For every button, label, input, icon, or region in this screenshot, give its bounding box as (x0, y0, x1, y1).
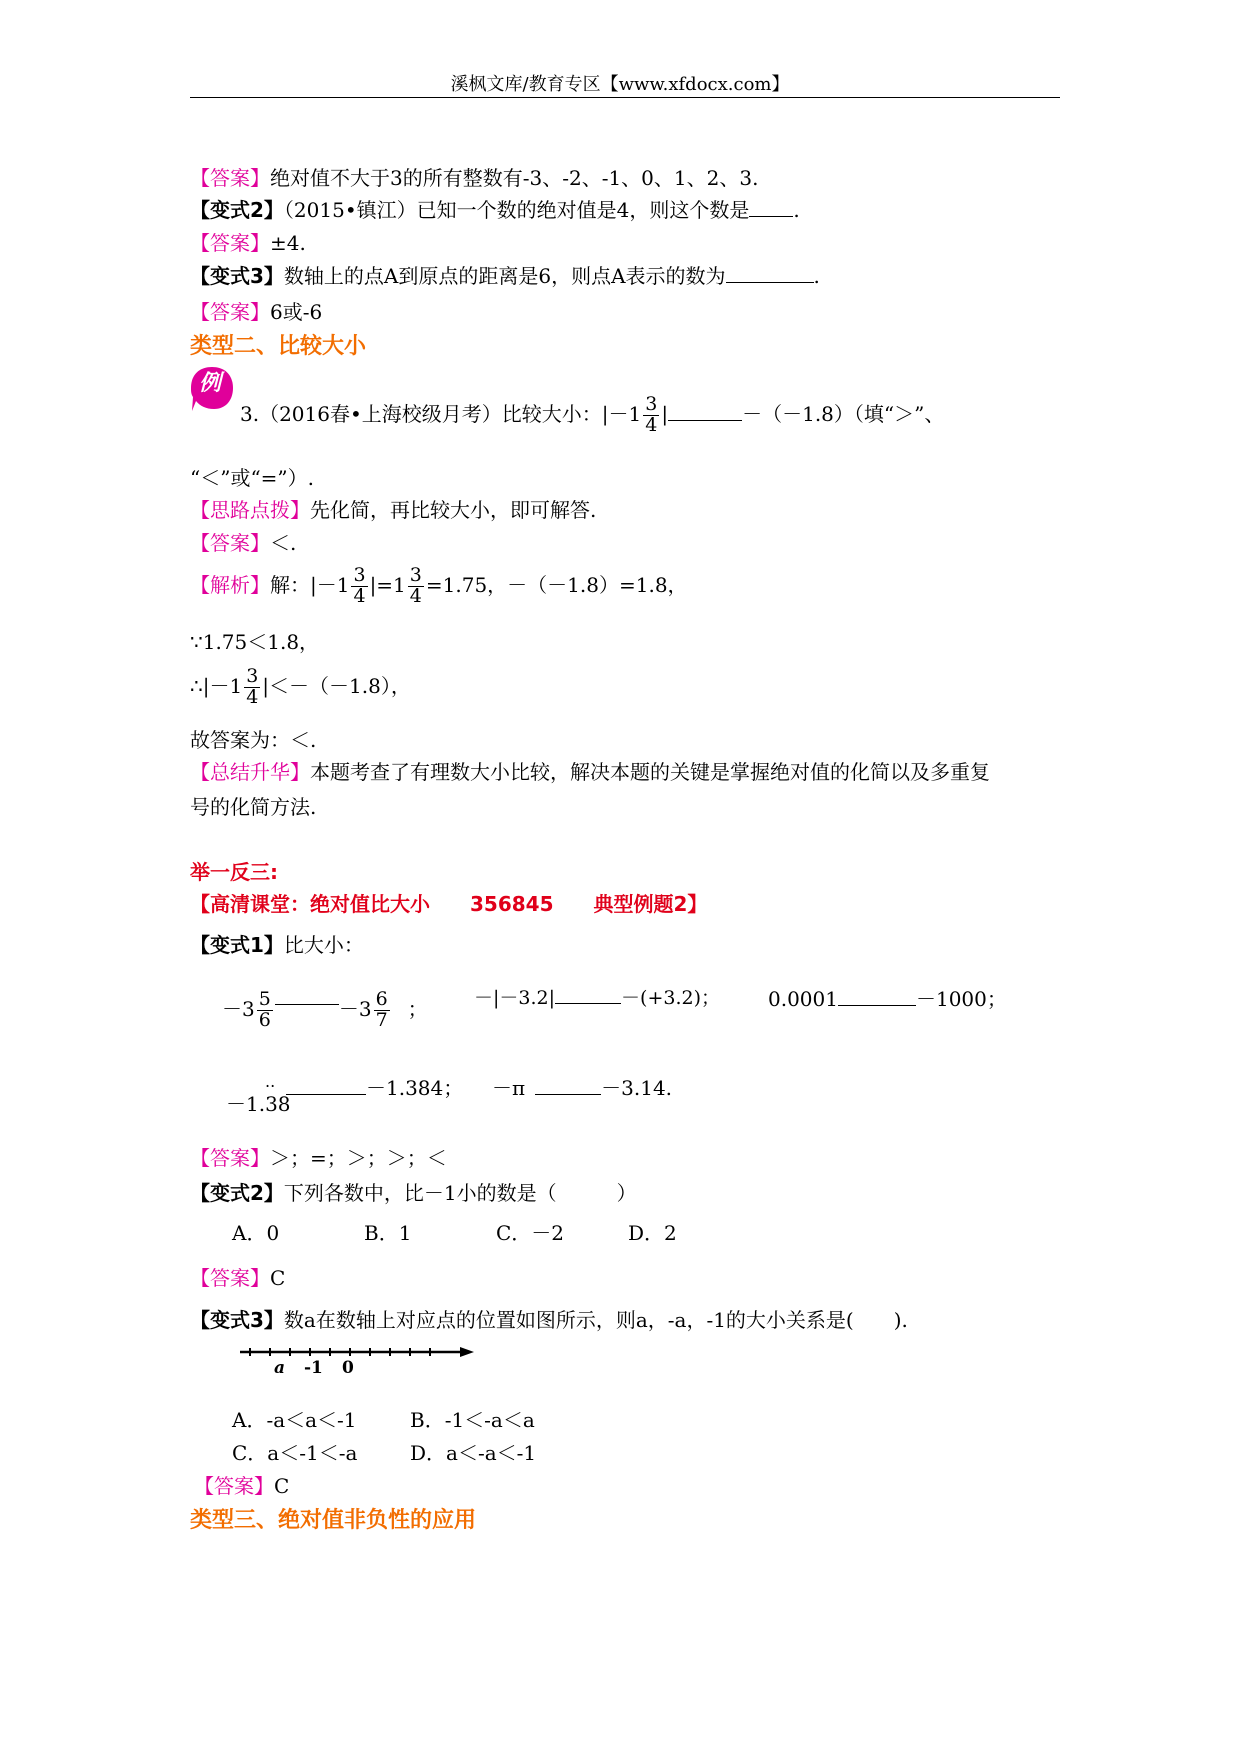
question-line-2: “＜”或“=”）. (190, 466, 315, 490)
fraction (244, 667, 260, 708)
fraction (408, 566, 424, 607)
variant-tag: 【变式2】 (190, 1181, 284, 1205)
answer-text: 绝对值不大于3的所有整数有-3、-2、-1、0、1、2、3. (270, 166, 759, 190)
compare-expression-3 (768, 989, 1007, 1009)
example-badge (188, 364, 236, 414)
answer-line (190, 302, 322, 322)
answer-text: ＞；=；＞；＞；＜ (270, 1146, 447, 1170)
abs-expression: |－1 (601, 401, 642, 426)
therefore-line (190, 667, 411, 708)
question-text: 3.（2016春•上海校级月考）比较大小： (240, 401, 602, 426)
answer-line (190, 1268, 285, 1288)
variant-tag: 【变式2】 (190, 198, 284, 222)
question-text: －（－1.8）（填“＞”、 (742, 401, 945, 426)
solution-tag: 【解析】 (190, 572, 270, 597)
practice-title: 举一反三: (190, 860, 278, 884)
compare-expression-4-rest (286, 1078, 463, 1098)
variant-2-line (190, 200, 800, 220)
section-heading-type2: 类型二、比较大小 (190, 334, 367, 359)
solution-text: =1.75，－（－1.8）=1.8， (425, 572, 688, 597)
answer-blank (749, 216, 793, 217)
final-answer-line: 故答案为：＜. (190, 728, 317, 752)
mixed-number: －3 (338, 996, 372, 1021)
expression: －|－3.2| (474, 987, 556, 1009)
period: . (813, 264, 820, 288)
answer-blank (555, 1003, 621, 1004)
number-line-label-minus-one: -1 (304, 1358, 323, 1378)
solution-line (190, 566, 688, 607)
variant-text: 下列各数中，比－1小的数是（ ） (283, 1181, 637, 1205)
summary-text: 本题考查了有理数大小比较，解决本题的关键是掌握绝对值的化简以及多重复 (310, 760, 990, 784)
denominator: 7 (375, 1008, 388, 1031)
option-a: A．0 (232, 1221, 280, 1245)
denominator: 4 (246, 685, 259, 708)
separator: ； (407, 996, 428, 1021)
numerator: 3 (409, 564, 422, 586)
option-c: C．a＜-1＜-a (232, 1441, 358, 1465)
expression: －3.14. (601, 1076, 673, 1100)
answer-tag: 【答案】 (190, 300, 270, 324)
numerator: 3 (246, 665, 259, 687)
compare-expression-2 (474, 989, 720, 1008)
hint-text: 先化简，再比较大小，即可解答. (310, 498, 597, 522)
summary-tag: 【总结升华】 (190, 760, 310, 784)
fraction (351, 566, 367, 607)
fraction (257, 990, 273, 1031)
hint-tag: 【思路点拨】 (190, 498, 310, 522)
compare-expression-5 (492, 1078, 672, 1098)
option-d: D．a＜-a＜-1 (410, 1441, 537, 1465)
repeating-dots: .. (265, 1072, 276, 1091)
fraction (643, 395, 659, 436)
mixed-number: －3 (222, 996, 255, 1021)
answer-blank (275, 1004, 339, 1005)
variant-tag: 【变式3】 (190, 1308, 284, 1332)
option-d: D．2 (628, 1221, 677, 1245)
solution-text: |=1 (369, 572, 406, 597)
answer-text: C (270, 1266, 286, 1290)
answer-tag: 【答案】 (194, 1474, 274, 1498)
period: . (793, 198, 800, 222)
answer-line (194, 1476, 289, 1496)
option-c: C．－2 (496, 1221, 565, 1245)
answer-text: ＜. (270, 531, 297, 555)
numerator: 6 (375, 988, 388, 1010)
expression: －1000； (915, 987, 1007, 1011)
numerator: 5 (258, 988, 271, 1010)
answer-tag: 【答案】 (190, 231, 270, 255)
hint-line (190, 500, 596, 520)
answer-tag: 【答案】 (190, 1266, 270, 1290)
answer-tag: 【答案】 (190, 166, 270, 190)
variant-3-line (190, 1310, 908, 1330)
header-rule (190, 97, 1060, 98)
numerator: 3 (645, 393, 658, 415)
summary-line (190, 762, 990, 782)
variant-text: 数轴上的点A到原点的距离是6，则点A表示的数为 (283, 264, 726, 288)
because-line: ∵1.75＜1.8， (190, 630, 320, 654)
denominator: 6 (258, 1008, 271, 1031)
answer-text: ±4. (270, 231, 306, 255)
denominator: 4 (409, 584, 422, 607)
option-b: B．-1＜-a＜a (410, 1408, 535, 1432)
denominator: 4 (645, 413, 658, 436)
expression: －(+3.2)； (621, 987, 720, 1009)
therefore-text: ∴|－1 (190, 673, 243, 698)
option-b: B．1 (364, 1221, 412, 1245)
page-header: 溪枫文库/教育专区【www.xfdocx.com】 (450, 74, 790, 95)
answer-line (190, 533, 296, 553)
answer-tag: 【答案】 (190, 531, 270, 555)
compare-expression-1 (222, 990, 428, 1031)
example-badge-label: 例 (199, 371, 222, 396)
numerator: 3 (353, 564, 366, 586)
therefore-text: |＜－（－1.8）， (262, 673, 411, 698)
variant-text: 数a在数轴上对应点的位置如图所示，则a，-a，-1的大小关系是( ). (283, 1308, 908, 1332)
variant-tag: 【变式3】 (190, 264, 284, 288)
answer-blank (535, 1094, 601, 1095)
option-a: A．-a＜a＜-1 (232, 1408, 357, 1432)
number-line-figure (238, 1340, 478, 1380)
variant-2-line (190, 1183, 637, 1203)
answer-line (190, 233, 306, 253)
abs-close: | (661, 401, 669, 426)
answer-tag: 【答案】 (190, 1146, 270, 1170)
answer-line (190, 1148, 447, 1168)
number-line-label-zero: 0 (342, 1358, 354, 1378)
compare-expression-4 (226, 1094, 291, 1114)
answer-line (190, 168, 758, 188)
variant-text: 比大小： (283, 933, 364, 957)
expression: －1.384； (366, 1076, 464, 1100)
fraction (374, 990, 390, 1031)
video-reference: 【高清课堂：绝对值比大小 356845 典型例题2】 (190, 892, 708, 916)
number-line-label-a: a (274, 1358, 286, 1378)
variant-3-line (190, 266, 820, 286)
expression: －1.38 (226, 1092, 291, 1116)
summary-line-2: 号的化简方法. (190, 795, 317, 819)
variant-1-line (190, 935, 364, 955)
example-question (240, 395, 944, 436)
denominator: 4 (353, 584, 366, 607)
answer-blank (668, 420, 742, 421)
answer-text: 6或-6 (270, 300, 323, 324)
variant-text: （2015•镇江）已知一个数的绝对值是4，则这个数是 (283, 198, 750, 222)
variant-tag: 【变式1】 (190, 933, 284, 957)
solution-text: 解：|－1 (270, 572, 350, 597)
answer-text: C (274, 1474, 290, 1498)
section-heading-type3: 类型三、绝对值非负性的应用 (190, 1508, 477, 1533)
expression: －π (492, 1076, 526, 1100)
expression: 0.0001 (768, 987, 838, 1011)
answer-blank (838, 1005, 916, 1006)
answer-blank (286, 1094, 366, 1095)
answer-blank (726, 282, 814, 283)
